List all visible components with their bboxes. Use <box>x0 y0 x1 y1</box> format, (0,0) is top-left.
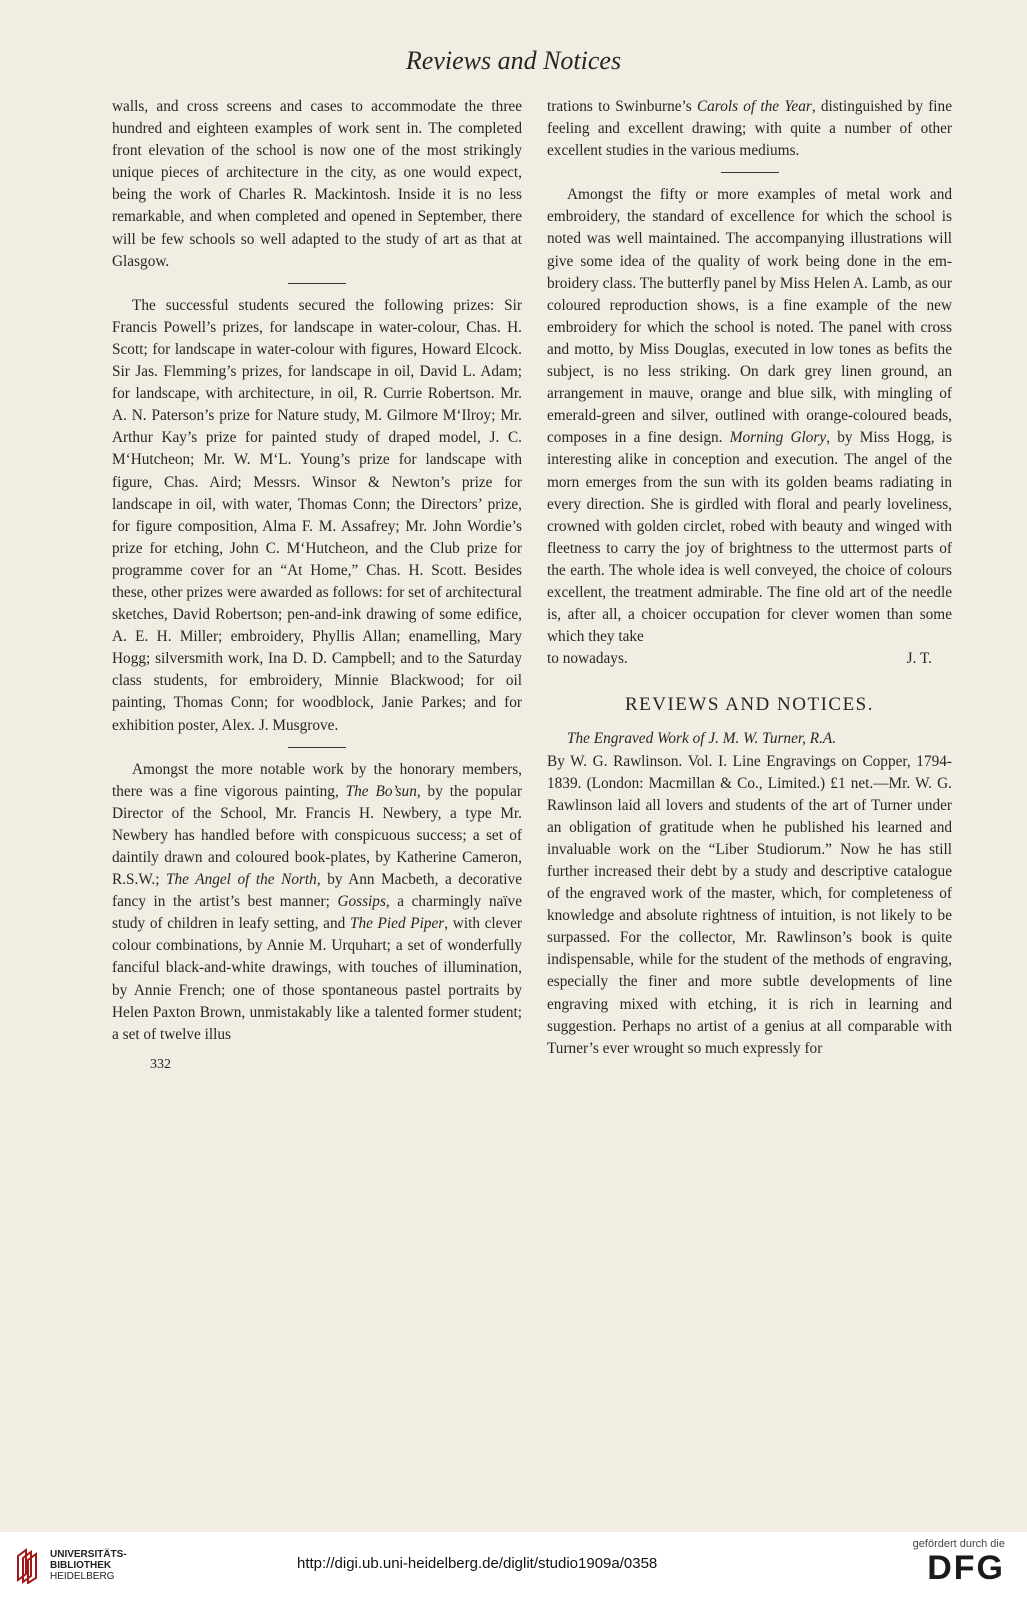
artwork-title: The Pied Piper <box>349 915 445 933</box>
library-logo <box>14 1546 127 1584</box>
signature: J. T. <box>906 650 932 668</box>
section-heading: REVIEWS AND NOTICES. <box>624 694 875 716</box>
library-name-line1: UNIVERSITÄTS- <box>50 1548 127 1560</box>
funding-text: gefördert durch die <box>912 1538 1005 1550</box>
book-title: The Engraved Work of J. M. W. Turner, R.A. <box>567 730 837 748</box>
divider <box>721 172 779 173</box>
paragraph: Amongst the more notable work by the honorary members, there was a fine vigorous painting, The Bo’sun, by the popular Director of the School, Mr. Francis H. Newbery, a type Mr. Newbery has handled before with conspicuous success; a set of daintily drawn and coloured book-plates, by Katherine Cameron, R.S.W.; The Angel of the North, by Ann Macbeth, a decorative fancy in the artist’s best manner; Gossips, a charmingly naïve study of children in leafy setting, and The Pied Piper, with clever colour combinations, by Annie M. Urquhart; a set of wonderfully fanciful black-and-white drawings, with touches of illumination, by Annie French; one of those spontaneous pastel portraits by Helen Paxton Brown, unmistakably like a talented former student; a set of twelve illus <box>112 760 523 1043</box>
source-url[interactable]: http://digi.ub.uni-heidelberg.de/diglit/studio1909a/0358 <box>297 1555 658 1572</box>
divider <box>288 747 346 748</box>
review-paragraph: By W. G. Rawlinson. Vol. I. Line Engravings on Copper, 1794-1839. (London: Macmillan & Co., Limited.) £1 net.—Mr. W. G. Rawlinson laid all lovers and students of the art of Turner under an obligation of gratitude when he published his learned and invaluable work on the “Liber Studiorum.” Now he has still further increased their debt by a study and descriptive catalogue of the engraved work of the master, which, for completeness of knowledge and absolute rightness of intuition, is not likely to be surpassed. For the collector, Mr. Rawlinson’s book is quite indispensable, while for the student of the methods of engraving, especially the finer and more subtle developments of line engraving mixed with etching, it is rich in learning and suggestion. Perhaps no artist of a genius at all comparable with Turner’s ever wrought so much expressly for <box>547 752 952 1057</box>
artwork-title: The Angel of the North <box>166 871 317 889</box>
library-name-line2: BIBLIOTHEK <box>50 1559 112 1571</box>
right-column <box>547 96 952 1060</box>
paragraph: trations to Swinburne’s Carols of the Year, distinguished by fine feeling and excellent drawing; with quite a number of other excellent studies in the various mediums. <box>547 98 952 160</box>
page-title: Reviews and Notices <box>405 46 622 75</box>
closing-line <box>547 648 952 670</box>
artwork-title: Morning Glory <box>729 429 827 447</box>
artwork-title: Gossips <box>337 893 386 911</box>
library-emblem-icon <box>14 1546 40 1584</box>
footer-bar <box>0 1532 1027 1600</box>
paragraph: The successful students secured the following prizes: Sir Francis Powell’s prizes, for landscape in water-colour, Chas. H. Scott; for landscape in water-colour with figures, Howard Elcock. Sir Jas. Flemming’s prizes, for landscape in oil, David L. Adam; for landscape, with architecture, in oil, R. Currie Robertson. Mr. A. N. Paterson’s prize for Nature study, M. Gilmore M‘Ilroy; Mr. Arthur Kay’s prize for painted study of draped model, J. C. M‘Hutcheon; Mr. W. M‘L. Young’s prize for landscape with figure, Chas. Aird; Messrs. Winsor & Newton’s prize for landscape in oil, with water, Thomas Conn; the Directors’ prize, for figure composition, Alma F. M. Assafrey; Mr. John Wordie’s prize for etching, John C. M‘Hutcheon, and the Club prize for programme cover for an “At Home,” Chas. H. Scott. Besides these, other prizes were awarded as follows: for set of architectural sketches, David Robertson; pen-and-ink drawing of some edifice, A. E. H. Miller; embroidery, Phyllis Allan; enamelling, Mary Hogg; silversmith work, Ina D. D. Campbell; and to the Saturday class students, for embroidery, Minnie Blackwood; for oil painting, Thomas Conn; for woodblock, Janie Parkes; and for exhibition poster, Alex. J. Musgrove. <box>112 296 522 734</box>
funding-logo <box>913 1538 1005 1586</box>
dfg-logo: DFG <box>927 1549 1005 1587</box>
paragraph: Amongst the fifty or more examples of metal work and embroidery, the standard of excellence for which the school is noted was well maintained. The accompanying illustrations will give some idea of the quality of work being done in the embroidery class. The butterfly panel by Miss Helen A. Lamb, as our coloured reproduction shows, is a fine example of the new embroidery for which the school is noted. The panel with cross and motto, by Miss Douglas, executed in low tones as befits the subject, is no less striking. On dark grey linen ground, an arrangement in mauve, orange and blue silk, with mingling of emerald-green and silver, outlined with orange-coloured beads, composes in a fine design. Morning Glory, by Miss Hogg, is interesting alike in conception and execution. The angel of the morn emerges from the sun with its golden beams radiating in every direction. She is girdled with floral and pearly loveliness, crowned with golden circlet, robed with beauty and winged with fleetness to carry the joy of brightness to the uttermost parts of the earth. The whole idea is well conveyed, the choice of colours excellent, the treatment admirable. The fine old art of the needle is, after all, a choicer occupation for clever women than some which they take <box>547 186 953 646</box>
divider <box>288 283 346 284</box>
page-number: 332 <box>150 1056 171 1072</box>
artwork-title: The Bo’sun <box>345 782 417 800</box>
library-name-line3: HEIDELBERG <box>50 1570 115 1582</box>
review-title <box>547 728 952 750</box>
closing-text: to nowadays. <box>547 650 628 668</box>
paragraph: walls, and cross screens and cases to accommodate the three hundred and eighteen examples of work sent in. The completed front elevation of the school is now one of the most strikingly unique pieces of architecture in the city, as one would expect, being the work of Charles R. Mackintosh. Inside it is no less remarkable, and when completed and opened in September, there will be few schools so well adapted to the study of art as that at Glasgow. <box>112 98 522 270</box>
left-column <box>112 96 522 1076</box>
artwork-title: Carols of the Year <box>696 98 812 115</box>
